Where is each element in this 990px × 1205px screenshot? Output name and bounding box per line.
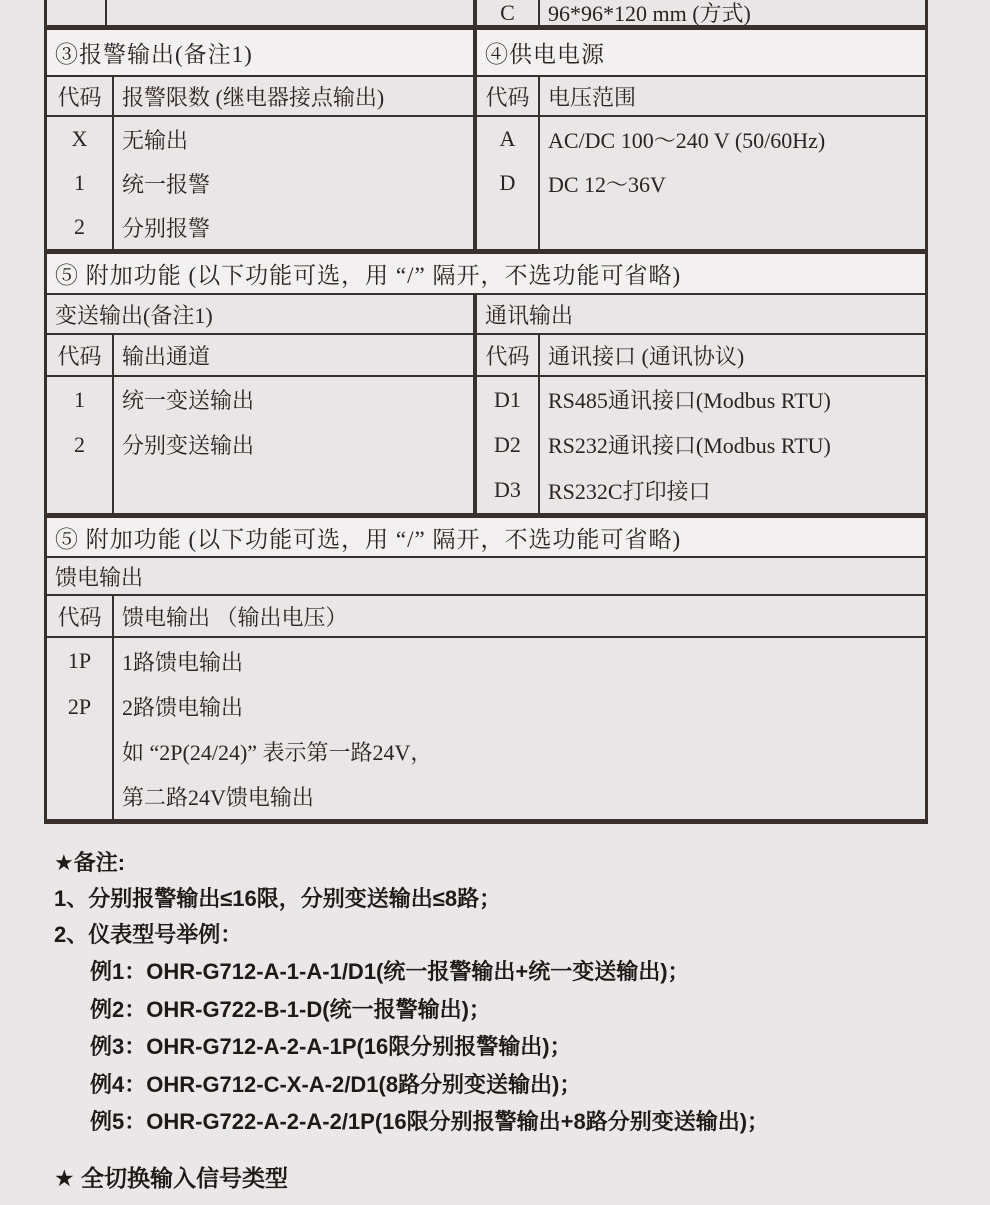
alarm-code: 2 (74, 214, 85, 239)
power-code-header: 代码 (477, 77, 540, 115)
model-example-2: 例2：OHR-G722-B-1-D(统一报警输出)； (90, 996, 491, 1022)
signal-type-heading: ★ 全切换输入信号类型 (54, 1164, 289, 1191)
section-alarm-power-header (47, 30, 925, 77)
comm-desc-header: 通讯接口 (通讯协议) (548, 343, 745, 369)
addon-b-title: ⑤ 附加功能 (以下功能可选，用 “/” 隔开，不选功能可省略) (55, 526, 682, 552)
alarm-desc: 统一报警 (122, 171, 211, 197)
transmit-code: 2 (74, 431, 85, 457)
alarm-code: 1 (74, 170, 85, 195)
model-example-1: 例1：OHR-G712-A-1-A-1/D1(统一报警输出+统一变送输出)； (90, 959, 690, 984)
alarm-desc-column (114, 117, 477, 249)
comm-code-column (477, 377, 540, 513)
power-code: A (499, 126, 516, 151)
comm-desc: RS232通讯接口(Modbus RTU) (548, 433, 831, 458)
comm-code: D3 (494, 477, 521, 502)
model-example-3: 例3：OHR-G712-A-2-A-1P(16限分别报警输出)； (90, 1034, 572, 1059)
model-examples (90, 953, 969, 1141)
power-desc-header: 电压范围 (548, 84, 637, 110)
addon-b-header (47, 518, 925, 558)
transmit-desc: 统一变送输出 (122, 388, 255, 413)
power-code-column (477, 117, 540, 249)
alarm-desc: 无输出 (122, 127, 189, 153)
alarm-code: X (71, 126, 88, 151)
addon-a-column-headers (47, 335, 925, 377)
comm-desc: RS485通讯接口(Modbus RTU) (548, 388, 831, 413)
power-code: D (499, 170, 516, 195)
alarm-output-title: ③报警输出(备注1) (47, 30, 477, 75)
alarm-desc-header: 报警限数 (继电器接点输出) (114, 77, 477, 115)
alarm-code-header: 代码 (47, 77, 114, 115)
feed-code-header: 代码 (47, 596, 114, 636)
transmit-desc-header: 输出通道 (114, 335, 477, 375)
transmit-desc: 分别变送输出 (122, 433, 255, 458)
transmit-code-column (47, 377, 114, 513)
comm-desc: RS232C打印接口 (548, 478, 711, 504)
remarks-title: ★备注: (54, 850, 126, 875)
feed-desc: 1路馈电输出 (122, 649, 244, 675)
comm-code-header: 代码 (477, 335, 540, 375)
comm-code: D1 (494, 386, 521, 412)
dimension-desc: 96*96*120 mm (方式) (548, 1, 751, 25)
alarm-code-column (47, 117, 114, 249)
transmit-code: 1 (74, 386, 85, 412)
feed-output-subtitle: 馈电输出 (55, 564, 144, 590)
addon-b-subtitle-row (47, 558, 925, 596)
dimension-code: C (477, 0, 540, 25)
comm-output-subtitle: 通讯输出 (485, 302, 574, 328)
remark-item-2: 2、仪表型号举例： (54, 922, 243, 947)
addon-a-header (47, 254, 925, 295)
alarm-desc: 分别报警 (122, 215, 211, 241)
feed-desc-column (114, 638, 925, 819)
model-example-5: 例5：OHR-G722-A-2-A-2/1P(16限分别报警输出+8路分别变送输出)； (90, 1109, 770, 1134)
alarm-power-column-headers (47, 77, 925, 117)
ordering-table (44, 0, 928, 824)
addon-a-subtitles (47, 295, 925, 335)
remarks-block (54, 845, 969, 1196)
remark-item-1: 1、分别报警输出≤16限，分别变送输出≤8路； (54, 886, 502, 911)
alarm-power-data (47, 117, 925, 249)
feed-desc-header: 馈电输出 （输出电压） (122, 604, 348, 630)
section-addon-a (47, 254, 925, 518)
addon-a-data (47, 377, 925, 513)
feed-code: 1P (67, 648, 92, 673)
transmit-desc-column (114, 377, 477, 513)
power-desc-column (540, 117, 925, 249)
feed-code: 2P (67, 693, 92, 719)
model-example-4: 例4：OHR-G712-C-X-A-2/D1(8路分别变送输出)； (90, 1071, 582, 1097)
comm-code: D2 (494, 431, 521, 457)
section-addon-b (47, 518, 925, 819)
feed-desc: 第二路24V馈电输出 (122, 785, 314, 810)
addon-b-column-headers (47, 596, 925, 638)
transmit-code-header: 代码 (47, 335, 114, 375)
power-supply-title: ④供电电源 (485, 42, 605, 67)
dimension-row-partial (47, 0, 925, 30)
feed-desc: 如 “2P(24/24)” 表示第一路24V， (122, 740, 433, 765)
power-desc: AC/DC 100～240 V (50/60Hz) (548, 127, 826, 153)
feed-code-column (47, 638, 114, 819)
power-desc: DC 12～36V (548, 171, 666, 197)
feed-desc: 2路馈电输出 (122, 695, 244, 720)
addon-b-data (47, 638, 925, 819)
addon-a-title: ⑤ 附加功能 (以下功能可选，用 “/” 隔开，不选功能可省略) (55, 263, 682, 288)
transmit-output-subtitle: 变送输出(备注1) (47, 295, 477, 333)
comm-desc-column (540, 377, 925, 513)
dimension-code-empty (47, 0, 107, 25)
section-alarm-power (47, 30, 925, 254)
dimension-desc-empty (107, 0, 477, 25)
